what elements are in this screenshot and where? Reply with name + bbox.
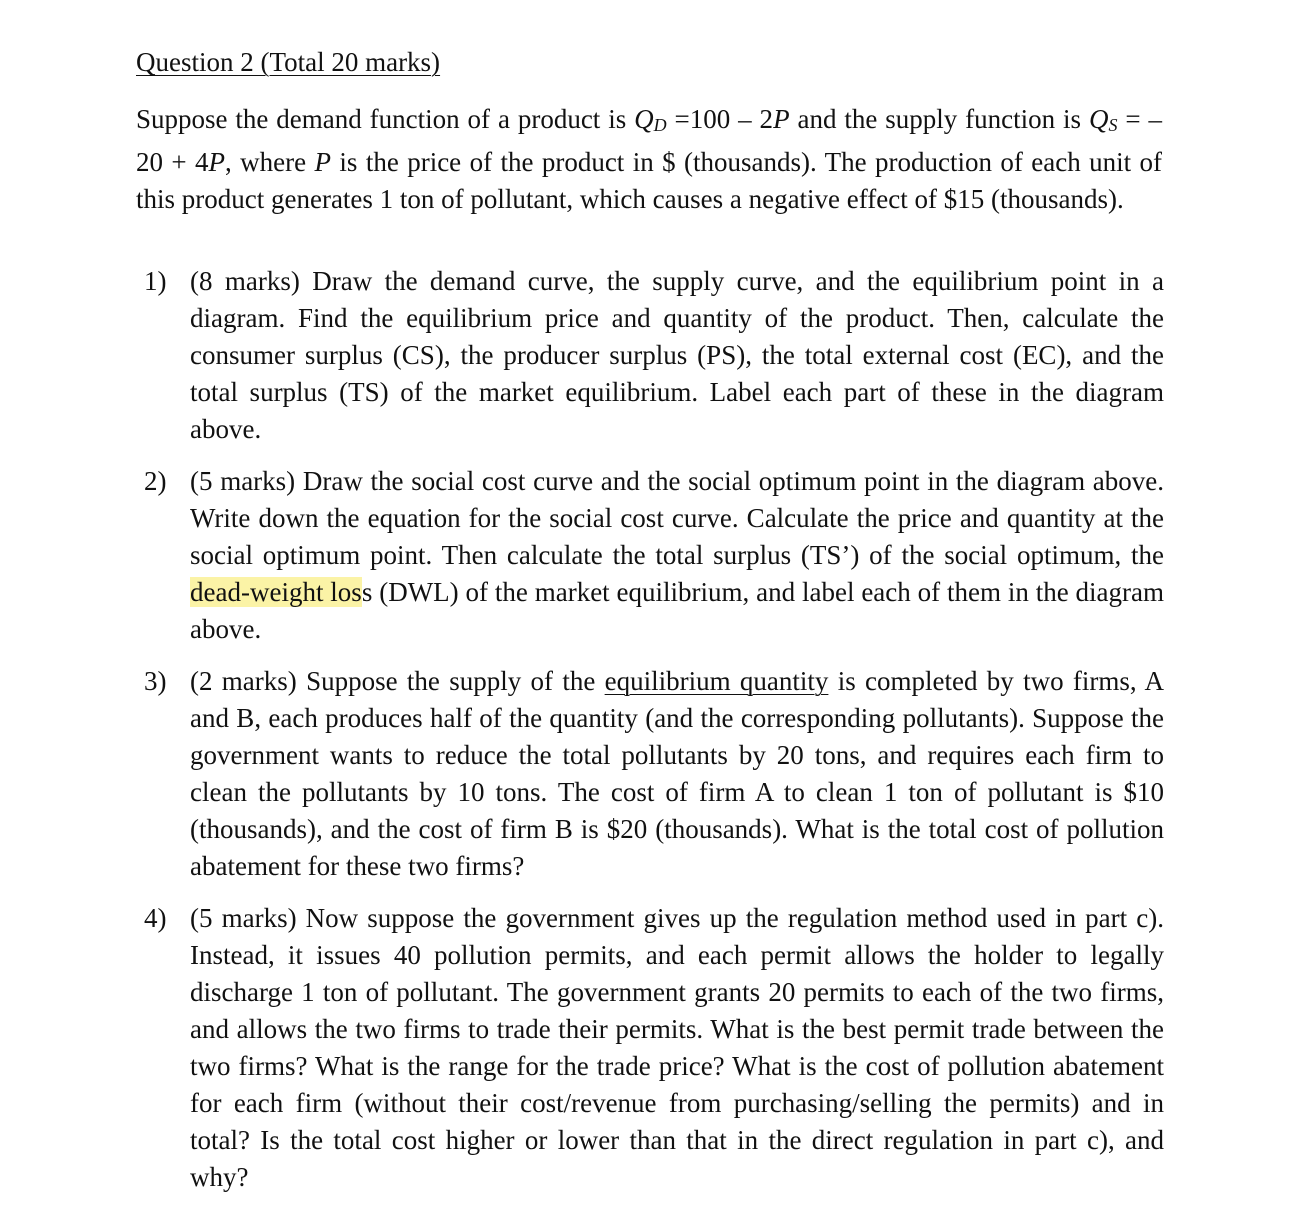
question-number: 4) <box>144 903 167 933</box>
intro-text-part: is the price of the product in $ (thousands). The production of each unit of this product generates 1 ton of pollutant, which causes a negative effect of $15 (thousands). <box>136 147 1162 214</box>
intro-text-part: =100 – 2 <box>666 104 774 134</box>
question-item-2 <box>136 463 1164 648</box>
intro-text-part: = –20 + 4 <box>136 104 1162 177</box>
intro-text-part: and the supply function is <box>789 104 1089 134</box>
supply-quantity-variable: Q <box>1088 104 1109 134</box>
price-variable: P <box>208 147 226 177</box>
intro-text-part: , where <box>225 147 315 177</box>
question-text: (5 marks) Now suppose the government gives up the regulation method used in part c). Instead, it issues 40 pollution permits, and each permit allows the holder to legally discharge 1 ton of pollutant. The government grants 20 permits to each of the two firms, and allows the two firms to trade their permits. What is the best permit trade between the two firms? What is the range for the trade price? What is the cost of pollution abatement for each firm (without their cost/revenue from purchasing/selling the permits) and in total? Is the total cost higher or lower than that in the direct regulation in part c), and why? <box>190 903 1164 1192</box>
price-variable: P <box>314 147 332 177</box>
question-text: is completed by two firms, A and B, each produces half of the quantity (and the corresponding pollutants). Suppose the government wants to reduce the total pollutants by 20 tons, and requires each firm to clean the pollutants by 10 tons. The cost of firm A to clean 1 ton of pollutant is $10 (thousands), and the cost of firm B is $20 (thousands). What is the total cost of pollution abatement for these two firms? <box>190 666 1164 881</box>
question-text: (5 marks) Draw the social cost curve and the social optimum point in the diagram above. Write down the equation for the social cost curve. Calculate the price and quantity at the social optimum point. Then calculate the total surplus (TS’) of the social optimum, the <box>190 466 1164 570</box>
question-number: 3) <box>144 666 167 696</box>
question-title: Question 2 (Total 20 marks) <box>136 47 441 77</box>
question-item-4 <box>136 900 1164 1196</box>
question-item-1 <box>136 263 1164 448</box>
question-number: 2) <box>144 466 167 496</box>
demand-subscript: D <box>653 115 667 135</box>
highlighted-text: dead-weight los <box>190 577 362 607</box>
question-item-3 <box>136 663 1164 885</box>
question-intro <box>136 101 1162 218</box>
question-number: 1) <box>144 266 167 296</box>
supply-subscript: S <box>1108 115 1118 135</box>
underlined-text: equilibrium quantity <box>604 666 829 696</box>
intro-text-part: Suppose the demand function of a product is <box>136 104 635 134</box>
question-text: (2 marks) Suppose the supply of the <box>190 666 605 696</box>
question-list <box>136 263 1164 1196</box>
demand-quantity-variable: Q <box>634 104 654 134</box>
price-variable: P <box>773 104 790 134</box>
question-text: s (DWL) of the market equilibrium, and label each of them in the diagram above. <box>190 577 1165 644</box>
question-text: (8 marks) Draw the demand curve, the supply curve, and the equilibrium point in a diagram. Find the equilibrium price and quantity of the product. Then, calculate the consumer surplus (CS), the producer surplus (PS), the total external cost (EC), and the total surplus (TS) of the market equilibrium. Label each part of these in the diagram above. <box>190 266 1164 444</box>
